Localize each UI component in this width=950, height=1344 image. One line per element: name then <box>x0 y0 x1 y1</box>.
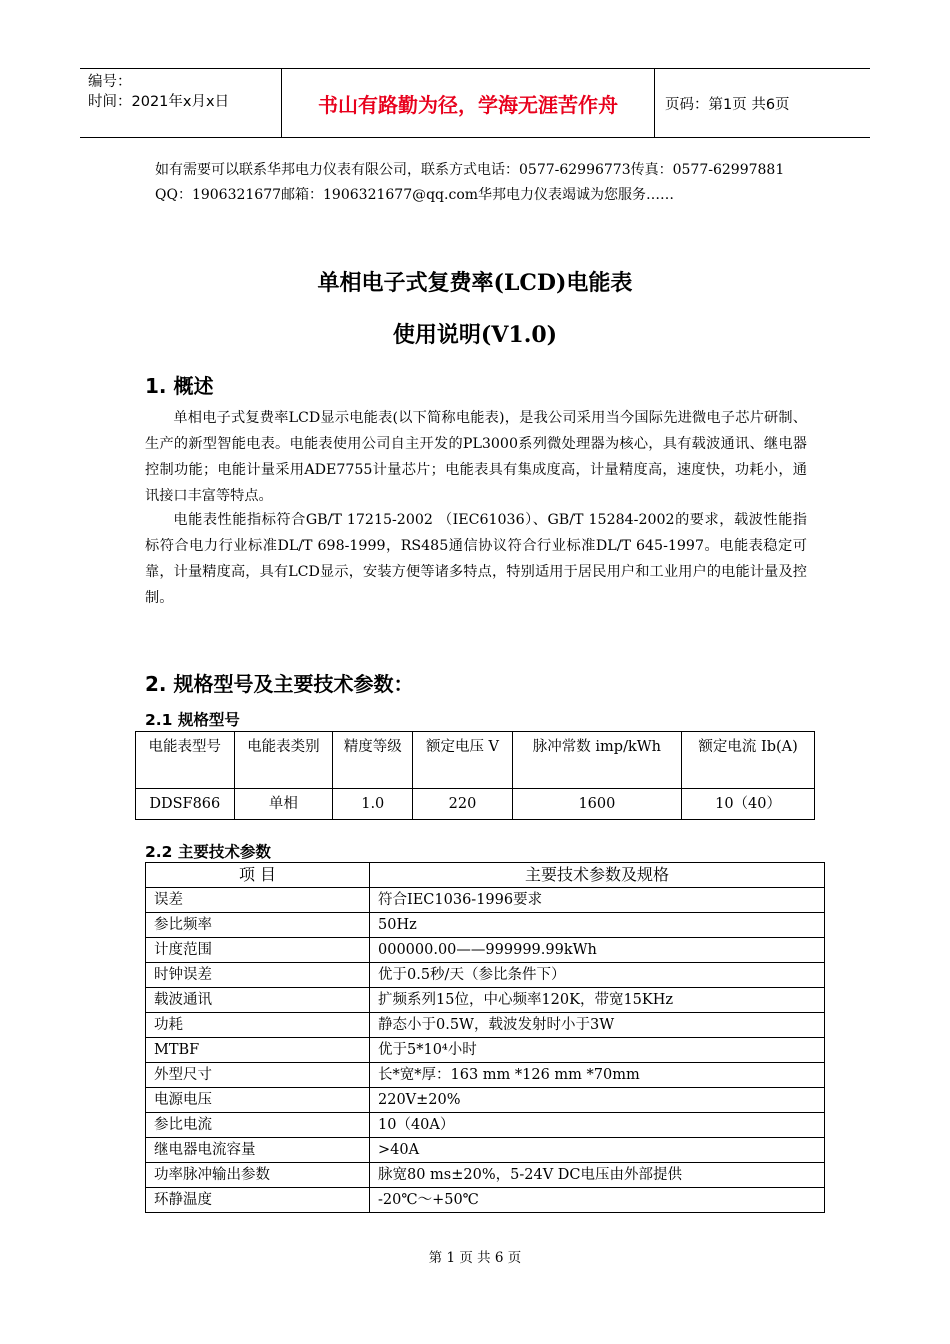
section-2-1-heading: 2.1 规格型号 <box>145 711 240 729</box>
model-table-header-cell: 精度等级 <box>333 732 413 789</box>
parameter-table-header-cell: 主要技术参数及规格 <box>370 863 825 888</box>
header-number: 编号： <box>88 74 132 90</box>
parameter-table-row <box>146 1013 825 1038</box>
parameter-table-row <box>146 938 825 963</box>
header-time: 时间：2021年x月x日 <box>88 94 230 110</box>
model-table-cell: 220 <box>413 789 512 820</box>
section-1-heading: 1. 概述 <box>145 374 214 398</box>
parameter-name-cell: 参比电流 <box>146 1113 370 1138</box>
model-table-header-cell: 电能表类别 <box>234 732 333 789</box>
section-1-paragraph-1: 单相电子式复费率LCD显示电能表(以下简称电能表)，是我公司采用当今国际先进微电子芯片研制、生产的新型智能电表。电能表使用公司自主开发的PL3000系列微处理器为核心，具有载波通讯、继电器控制功能；电能计量采用ADE7755计量芯片；电能表具有集成度高，计量精度高，速度快，功耗小，通讯接口丰富等特点。 <box>145 410 807 504</box>
parameter-value-cell: 220V±20% <box>370 1088 825 1113</box>
parameter-name-cell: 计度范围 <box>146 938 370 963</box>
parameter-value-cell: 静态小于0.5W，载波发射时小于3W <box>370 1013 825 1038</box>
parameter-table-row <box>146 1038 825 1063</box>
model-table-cell: 1.0 <box>333 789 413 820</box>
parameter-table-header-cell: 项 目 <box>146 863 370 888</box>
model-table-cell: 1600 <box>512 789 681 820</box>
model-table-cell: 10（40） <box>682 789 815 820</box>
document-title: 单相电子式复费率(LCD)电能表 <box>317 270 633 296</box>
parameter-name-cell: 继电器电流容量 <box>146 1138 370 1163</box>
parameter-value-cell: -20℃～+50℃ <box>370 1188 825 1213</box>
parameter-table-row <box>146 913 825 938</box>
parameter-value-cell: 优于0.5秒/天（参比条件下） <box>370 963 825 988</box>
parameter-value-cell: 10（40A） <box>370 1113 825 1138</box>
parameter-name-cell: 误差 <box>146 888 370 913</box>
parameter-value-cell: 000000.00——999999.99kWh <box>370 938 825 963</box>
header-motto: 书山有路勤为径，学海无涯苦作舟 <box>282 69 655 137</box>
parameter-name-cell: 功率脉冲输出参数 <box>146 1163 370 1188</box>
parameter-table-row <box>146 988 825 1013</box>
parameter-name-cell: 功耗 <box>146 1013 370 1038</box>
parameter-table-row <box>146 1088 825 1113</box>
parameter-table-row <box>146 963 825 988</box>
model-table-cell: DDSF866 <box>136 789 235 820</box>
parameter-value-cell: 脉宽80 ms±20%，5-24V DC电压由外部提供 <box>370 1163 825 1188</box>
header-meta <box>80 69 282 137</box>
document-subtitle: 使用说明(V1.0) <box>392 322 558 348</box>
parameter-table-row <box>146 888 825 913</box>
parameter-name-cell: MTBF <box>146 1038 370 1063</box>
header-page-info: 页码：第1页 共6页 <box>665 96 790 113</box>
parameter-table-row <box>146 1113 825 1138</box>
parameter-name-cell: 外型尺寸 <box>146 1063 370 1088</box>
parameter-value-cell: >40A <box>370 1138 825 1163</box>
parameter-name-cell: 电源电压 <box>146 1088 370 1113</box>
model-table <box>135 731 815 820</box>
model-table-cell: 单相 <box>234 789 333 820</box>
parameter-name-cell: 环静温度 <box>146 1188 370 1213</box>
parameter-table-header-row <box>146 863 825 888</box>
parameter-value-cell: 优于5*10⁴小时 <box>370 1038 825 1063</box>
model-table-header-cell: 电能表型号 <box>136 732 235 789</box>
model-table-header-cell: 额定电压 V <box>413 732 512 789</box>
parameter-value-cell: 长*宽*厚：163 mm *126 mm *70mm <box>370 1063 825 1088</box>
parameter-table-row <box>146 1163 825 1188</box>
parameter-table <box>145 862 825 1213</box>
section-2-heading: 2. 规格型号及主要技术参数： <box>145 672 414 696</box>
model-table-row <box>136 789 815 820</box>
parameter-table-row <box>146 1063 825 1088</box>
parameter-table-row <box>146 1188 825 1213</box>
parameter-name-cell: 时钟误差 <box>146 963 370 988</box>
page-header <box>80 68 870 138</box>
page-footer: 第 1 页 共 6 页 <box>428 1250 522 1266</box>
parameter-value-cell: 符合IEC1036-1996要求 <box>370 888 825 913</box>
model-table-header-cell: 额定电流 Ib(A) <box>682 732 815 789</box>
parameter-name-cell: 载波通讯 <box>146 988 370 1013</box>
parameter-name-cell: 参比频率 <box>146 913 370 938</box>
contact-info: 如有需要可以联系华邦电力仪表有限公司，联系方式电话：0577-62996773传真：0577-62997881 QQ：1906321677邮箱：1906321677@qq.com华邦电力仪表竭诚为您服务…… <box>155 162 785 203</box>
section-1-paragraph-2: 电能表性能指标符合GB/T 17215-2002 （IEC61036）、GB/T 15284-2002的要求，载波性能指标符合电力行业标准DL/T 698-1999，RS485通信协议符合行业标准DL/T 645-1997。电能表稳定可靠，计量精度高，具有LCD显示，安装方便等诸多特点，特别适用于居民用户和工业用户的电能计量及控制。 <box>145 512 807 606</box>
model-table-header-row <box>136 732 815 789</box>
parameter-value-cell: 扩频系列15位，中心频率120K，带宽15KHz <box>370 988 825 1013</box>
parameter-table-row <box>146 1138 825 1163</box>
section-2-2-heading: 2.2 主要技术参数 <box>145 843 271 861</box>
parameter-value-cell: 50Hz <box>370 913 825 938</box>
model-table-header-cell: 脉冲常数 imp/kWh <box>512 732 681 789</box>
